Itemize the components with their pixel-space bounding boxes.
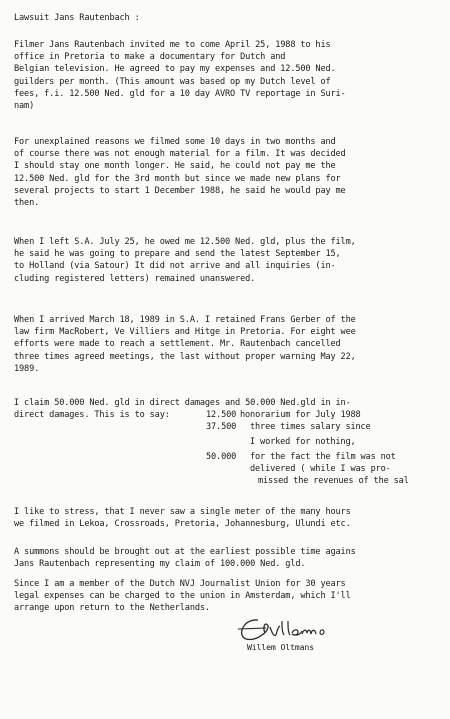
text-line: several projects to start 1 December 1988, he said he would pay me [14, 185, 346, 196]
text-line: Since I am a member of the Dutch NVJ Journalist Union for 30 years [14, 579, 346, 589]
text-line: 12.500 Ned. gld for the 3rd month but since we made new plans for [14, 173, 341, 184]
text-line: efforts were made to reach a settlement. Mr. Rautenbach cancelled [14, 339, 341, 350]
text-line: of course there was not enough material for a film. It was decided [14, 149, 346, 160]
damages-description: delivered ( while I was pro- [250, 463, 391, 474]
damages-description: missed the revenues of the sal [258, 475, 409, 486]
text-line: office in Pretoria to make a documentary for Dutch and [14, 52, 286, 63]
amount: 12.500 [206, 410, 237, 420]
paragraph-5 [14, 397, 438, 409]
damages-description: I worked for nothing, [250, 437, 356, 448]
paragraph-4 [14, 314, 438, 375]
letter-title [14, 12, 438, 24]
text-line: to Holland (via Satour) It did not arrive and all inquiries (in- [14, 261, 336, 272]
text-line: A summons should be brought out at the earliest possible time agains [14, 547, 356, 557]
text-line: law firm MacRobert, Ve Villiers and Hitge in Pretoria. For eight wee [14, 327, 356, 338]
damages-row [14, 475, 438, 487]
damages-breakdown [14, 409, 438, 487]
damages-row [14, 436, 438, 448]
damages-description: honorarium for July 1988 [240, 410, 361, 420]
text-line: For unexplained reasons we filmed some 10 days in two months and [14, 137, 336, 147]
title-line: Lawsuit Jans Rautenbach : [14, 13, 140, 23]
text-line: 1989. [14, 363, 40, 374]
damages-row [14, 421, 438, 433]
text-line: I should stay one month longer. He said, he could not pay me the [14, 161, 336, 172]
text-line: Filmer Jans Rautenbach invited me to come April 25, 1988 to his [14, 40, 331, 50]
text-line: guilders per month. (This amount was based op my Dutch level of [14, 76, 331, 87]
paragraph-7 [14, 546, 438, 570]
damages-row [14, 409, 438, 421]
damages-description: for the fact the film was not [250, 451, 396, 462]
text-line: we filmed in Lekoa, Crossroads, Pretoria, Johannesburg, Ulundi etc. [14, 519, 351, 530]
text-line: direct damages. This is to say: [14, 410, 170, 420]
text-line: nam) [14, 101, 35, 112]
text-line: When I left S.A. July 25, he owed me 12.500 Ned. gld, plus the film, [14, 237, 356, 247]
damages-row [14, 463, 438, 475]
text-line: three times agreed meetings, the last without proper warning May 22, [14, 351, 356, 362]
amount: 50.000 [206, 451, 237, 462]
damages-description: three times salary since [250, 422, 371, 433]
paragraph-6 [14, 506, 438, 530]
text-line: he said he was going to prepare and send the latest September 15, [14, 249, 341, 260]
text-line: Jans Rautenbach representing my claim of 100.000 Ned. gld. [14, 559, 306, 570]
paragraph-8 [14, 578, 438, 615]
paragraph-1 [14, 39, 438, 112]
text-line: fees, f.i. 12.500 Ned. gld for a 10 day AVRO TV reportage in Suri- [14, 88, 346, 99]
text-line: cluding registered letters) remained unanswered. [14, 273, 256, 284]
text-line: I claim 50.000 Ned. gld in direct damages and 50.000 Ned.gld in in- [14, 398, 351, 408]
text-line: arrange upon return to the Netherlands. [14, 603, 210, 614]
text-line: then. [14, 198, 40, 209]
paragraph-2 [14, 136, 438, 209]
paragraph-3 [14, 236, 438, 285]
text-line: When I arrived March 18, 1989 in S.A. I retained Frans Gerber of the [14, 315, 356, 325]
signer-name: Willem Oltmans [247, 642, 314, 652]
text-line: legal expenses can be charged to the union in Amsterdam, which I'll [14, 591, 351, 602]
text-line: Belgian television. He agreed to pay my expenses and 12.500 Ned. [14, 64, 336, 75]
text-line: I like to stress, that I never saw a single meter of the many hours [14, 507, 351, 517]
amount: 37.500 [206, 422, 237, 433]
damages-row [14, 451, 438, 463]
